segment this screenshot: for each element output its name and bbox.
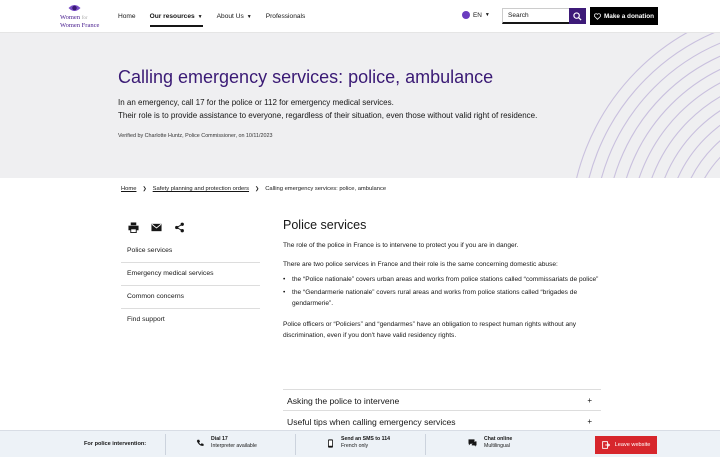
divider (165, 434, 166, 455)
mobile-icon (327, 439, 334, 448)
sidebar-item-police-services[interactable]: Police services (121, 240, 260, 263)
top-navigation-bar (0, 0, 720, 33)
leave-website-button[interactable] (595, 436, 657, 454)
sms-114-option[interactable]: Send an SMS to 114 French only (327, 436, 390, 450)
search-input[interactable]: Search (502, 8, 570, 24)
logo-text: Women for Women France (60, 14, 100, 29)
accordion-useful-tips[interactable] (283, 410, 601, 432)
hero-intro: In an emergency, call 17 for the police or 112 for emergency medical services. Their role is to provide assistance to everyone, regardless of their situation, even those without valid right of residence. (118, 98, 538, 120)
logo-eye-icon (68, 3, 81, 13)
nav-our-resources[interactable]: Our resources ▼ (150, 0, 203, 33)
divider (425, 434, 426, 455)
language-label: EN (473, 11, 482, 19)
accordion-asking-police[interactable] (283, 389, 601, 411)
paragraph: Police officers or “Policiers” and “gendarmes” have an obligation to respect human rights without any discrimination, even if you don't have valid residency rights. (283, 320, 577, 339)
share-tools (128, 222, 185, 233)
emergency-contact-bar (0, 430, 720, 457)
bullet-list (283, 275, 601, 310)
plus-icon: + (587, 396, 592, 405)
chat-online-option[interactable]: Chat online Multilingual (468, 436, 512, 450)
divider (295, 434, 296, 455)
sidebar-item-emergency-medical[interactable]: Emergency medical services (121, 263, 260, 286)
chevron-right-icon: ❯ (255, 186, 260, 192)
paragraph: The role of the police in France is to intervene to protect you if you are in danger. (283, 242, 519, 249)
exit-icon (602, 441, 610, 449)
paragraph: There are two police services in France and their role is the same concerning domestic abuse: (283, 260, 558, 268)
chevron-right-icon: ❯ (142, 186, 147, 192)
hero-banner (0, 33, 720, 178)
page-title: Calling emergency services: police, ambulance (118, 67, 494, 87)
dial-17-option[interactable]: Dial 17 Interpreter available (196, 436, 257, 450)
phone-icon (196, 439, 204, 447)
sidebar-item-common-concerns[interactable]: Common concerns (121, 286, 260, 309)
search-button[interactable] (569, 8, 586, 24)
main-nav (118, 0, 319, 33)
emergency-bar-label: For police intervention: (84, 441, 147, 447)
breadcrumb (121, 186, 386, 192)
donate-button[interactable] (590, 7, 658, 25)
chevron-down-icon: ▼ (484, 12, 490, 18)
sidebar-item-find-support[interactable]: Find support (127, 316, 165, 323)
plus-icon: + (587, 417, 592, 426)
section-sidebar (121, 240, 260, 332)
donate-label: Make a donation (603, 12, 655, 20)
breadcrumb-current: Calling emergency services: police, ambulance (265, 186, 387, 192)
globe-icon (462, 11, 470, 19)
language-selector[interactable] (462, 11, 490, 19)
breadcrumb-section[interactable]: Safety planning and protection orders (152, 186, 250, 192)
accordion-label: Asking the police to intervene (287, 395, 400, 406)
nav-home[interactable]: Home (118, 13, 136, 20)
list-item: • the “Gendarmerie nationale” covers rural areas and works from police stations called “brigades de gendarmerie”. (283, 288, 601, 310)
email-icon[interactable] (151, 222, 162, 233)
nav-professionals[interactable]: Professionals (265, 13, 306, 20)
main-content (283, 218, 601, 342)
site-logo[interactable] (60, 3, 110, 29)
search-icon (573, 12, 582, 21)
chat-icon (468, 439, 477, 447)
heart-icon (594, 13, 601, 20)
verified-by: Verified by Charlotte Huntz, Police Commissioner, on 10/11/2023 (118, 133, 273, 139)
nav-about-us[interactable]: About Us ▼ (216, 13, 252, 20)
section-title: Police services (283, 218, 367, 232)
leave-website-label: Leave website (614, 442, 651, 448)
breadcrumb-home[interactable]: Home (121, 186, 137, 192)
share-icon[interactable] (174, 222, 185, 233)
chevron-down-icon: ▼ (246, 13, 252, 20)
accordion-label: Useful tips when calling emergency services (287, 416, 456, 427)
chevron-down-icon: ▼ (197, 13, 203, 20)
list-item: • the “Police nationale” covers urban areas and works from police stations called “commissariats de police” (283, 275, 601, 286)
print-icon[interactable] (128, 222, 139, 233)
